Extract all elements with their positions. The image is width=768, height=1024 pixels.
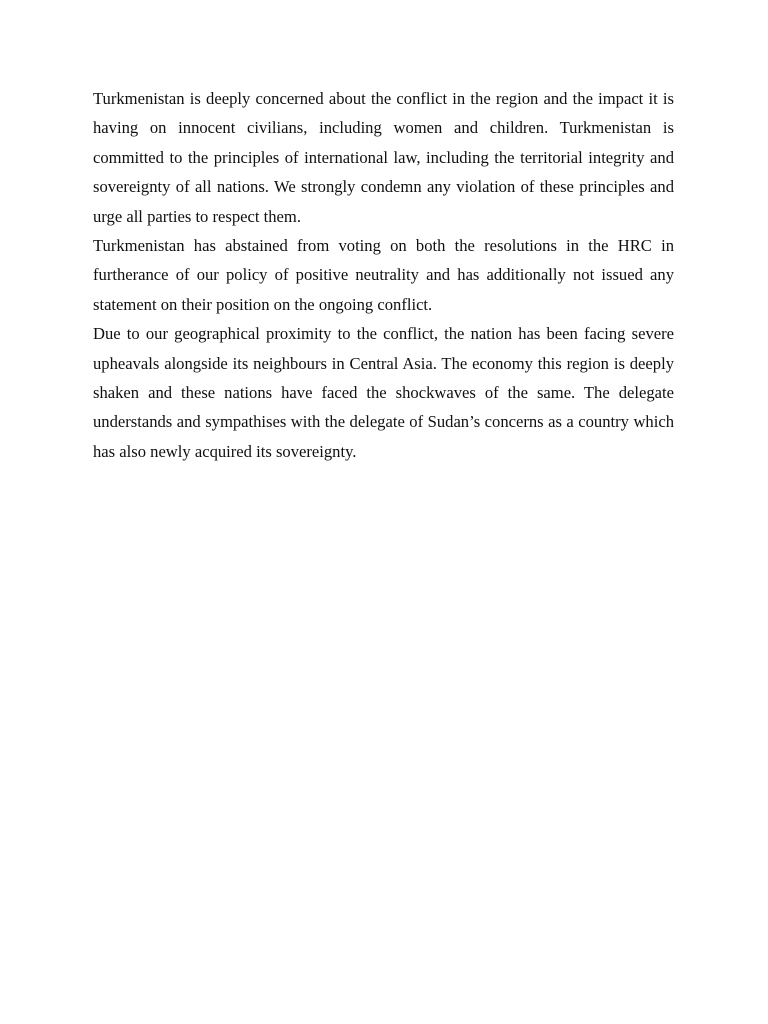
paragraph-regional-impact: Due to our geographical proximity to the conflict, the nation has been facing severe upheavals alongside its neighbours in Central Asia. The economy this region is deeply shaken and these nations have faced the shockwaves of the same. The delegate understands and sympathises with the delegate of Sudan’s concerns as a country which has also newly acquired its sovereignty. xyxy=(93,324,674,461)
document-body xyxy=(93,84,674,466)
paragraph-concern: Turkmenistan is deeply concerned about the conflict in the region and the impact it is having on innocent civilians, including women and children. Turkmenistan is committed to the principles of international law, including the territorial integrity and sovereignty of all nations. We strongly condemn any violation of these principles and urge all parties to respect them. xyxy=(93,89,674,226)
paragraph-abstention: Turkmenistan has abstained from voting on both the resolutions in the HRC in furtherance of our policy of positive neutrality and has additionally not issued any statement on their position on the ongoing conflict. xyxy=(93,236,674,314)
